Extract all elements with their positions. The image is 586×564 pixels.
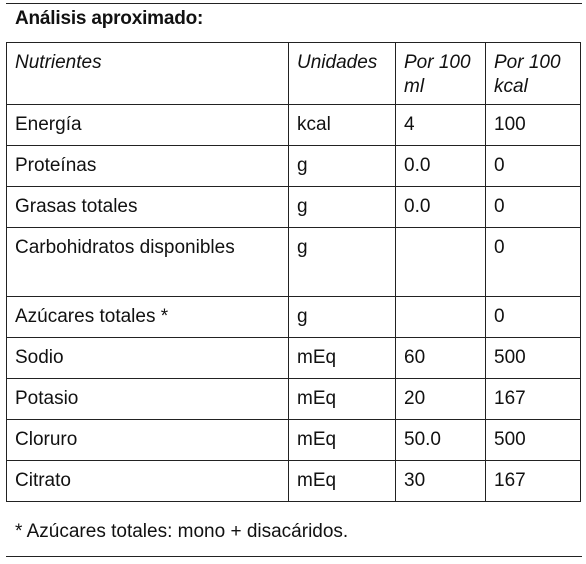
- table-row: [7, 461, 581, 502]
- value-per-100-ml: [396, 297, 486, 338]
- section-title: Análisis aproximado:: [15, 8, 204, 29]
- table-row: [7, 146, 581, 187]
- nutrient-name: Azúcares totales *: [7, 297, 289, 338]
- header-unidades: Unidades: [289, 43, 396, 105]
- table-row: [7, 379, 581, 420]
- nutrient-name: Potasio: [7, 379, 289, 420]
- nutrient-name: Citrato: [7, 461, 289, 502]
- table-row: [7, 338, 581, 379]
- header-nutrientes: Nutrientes: [7, 43, 289, 105]
- value-per-100-kcal: 500: [486, 420, 581, 461]
- table-header-row: [7, 43, 581, 105]
- nutrient-unit: g: [289, 297, 396, 338]
- value-per-100-kcal: 0: [486, 297, 581, 338]
- value-per-100-kcal: 500: [486, 338, 581, 379]
- value-per-100-ml: 30: [396, 461, 486, 502]
- table-row: [7, 420, 581, 461]
- bottom-rule: [6, 556, 582, 557]
- header-por-100-ml: Por 100 ml: [396, 43, 486, 105]
- top-rule: [6, 3, 582, 4]
- value-per-100-ml: 0.0: [396, 146, 486, 187]
- value-per-100-ml: 20: [396, 379, 486, 420]
- table-row: [7, 228, 581, 297]
- value-per-100-kcal: 167: [486, 379, 581, 420]
- value-per-100-ml: 0.0: [396, 187, 486, 228]
- value-per-100-ml: 4: [396, 105, 486, 146]
- nutrient-unit: mEq: [289, 338, 396, 379]
- nutrient-name: Energía: [7, 105, 289, 146]
- nutrient-unit: mEq: [289, 379, 396, 420]
- value-per-100-kcal: 167: [486, 461, 581, 502]
- nutrient-name: Grasas totales: [7, 187, 289, 228]
- footnote: * Azúcares totales: mono + disacáridos.: [15, 521, 349, 542]
- table-row: [7, 105, 581, 146]
- nutrient-unit: g: [289, 228, 396, 297]
- value-per-100-kcal: 0: [486, 228, 581, 297]
- nutrient-name: Proteínas: [7, 146, 289, 187]
- nutrient-unit: kcal: [289, 105, 396, 146]
- value-per-100-ml: 60: [396, 338, 486, 379]
- table-row: [7, 187, 581, 228]
- nutrient-unit: g: [289, 146, 396, 187]
- value-per-100-ml: 50.0: [396, 420, 486, 461]
- nutrient-unit: g: [289, 187, 396, 228]
- nutrient-unit: mEq: [289, 420, 396, 461]
- value-per-100-kcal: 0: [486, 187, 581, 228]
- value-per-100-ml: [396, 228, 486, 297]
- nutrient-name: Cloruro: [7, 420, 289, 461]
- table-row: [7, 297, 581, 338]
- nutrient-name: Sodio: [7, 338, 289, 379]
- value-per-100-kcal: 0: [486, 146, 581, 187]
- nutrient-name: Carbohidratos disponibles: [7, 228, 289, 297]
- header-por-100-kcal: Por 100 kcal: [486, 43, 581, 105]
- nutrient-table: [6, 42, 581, 502]
- nutrient-unit: mEq: [289, 461, 396, 502]
- value-per-100-kcal: 100: [486, 105, 581, 146]
